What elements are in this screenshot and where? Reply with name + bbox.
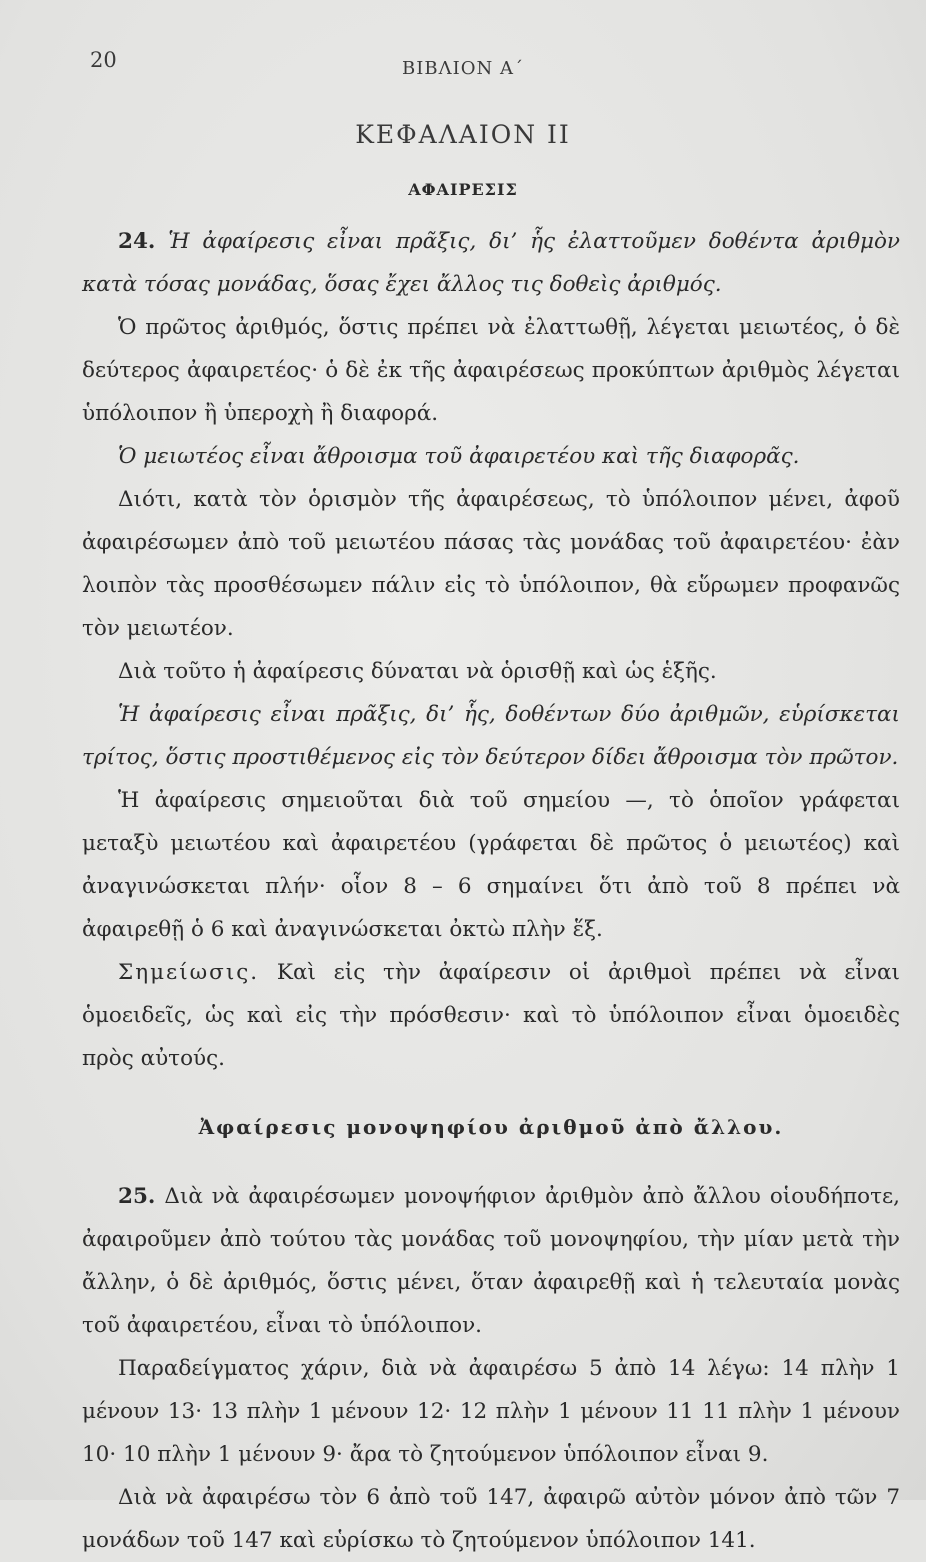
paragraph-note [82,951,900,1080]
paragraph-example-2: Διὰ νὰ ἀφαιρέσω τὸν 6 ἀπὸ τοῦ 147, ἀφαιρῶ αὐτὸν μόνον ἀπὸ τῶν 7 μονάδων τοῦ 147 καὶ εὑρίσκω τὸ ζητούμενον ὑπόλοιπον 141. [82,1485,900,1553]
page-body [82,220,900,1562]
paragraph-notation: Ἡ ἀφαίρεσις σημειοῦται διὰ τοῦ σημείου —, τὸ ὁποῖον γράφεται μεταξὺ μειωτέου καὶ ἀφαιρετέου (γράφεται δὲ πρῶτος ὁ μειωτέος) καὶ ἀναγινώσκεται πλήν· οἷον 8 – 6 σημαίνει ὅτι ἀπὸ τοῦ 8 πρέπει νὰ ἀφαιρεθῇ ὁ 6 καὶ ἀναγινώσκεται ὀκτὼ πλὴν ἕξ. [82,788,900,942]
section-title: ΑΦΑΙΡΕΣΙΣ [408,180,518,199]
paragraph-number: 24. [118,229,156,254]
note-text: Καὶ εἰς τὴν ἀφαίρεσιν οἱ ἀριθμοὶ πρέπει νὰ εἶναι ὁμοειδεῖς, ὡς καὶ εἰς τὴν πρόσθεσιν· καὶ τὸ ὑπόλοιπον εἶναι ὁμοειδὲς πρὸς αὐτούς. [82,960,900,1071]
paragraph-rule: Ὁ μειωτέος εἶναι ἄθροισμα τοῦ ἀφαιρετέου καὶ τῆς διαφορᾶς. [118,444,800,469]
paragraph-25 [82,1175,900,1347]
paragraph-example-1: Παραδείγματος χάριν, διὰ νὰ ἀφαιρέσω 5 ἀπὸ 14 λέγω: 14 πλὴν 1 μένουν 13· 13 πλὴν 1 μένουν 12· 12 πλὴν 1 μένουν 11 11 πλὴν 1 μένουν 10· 10 πλὴν 1 μένουν 9· ἄρα τὸ ζητούμενον ὑπόλοιπον εἶναι 9. [82,1356,900,1467]
definition-text: Ἡ ἀφαίρεσις εἶναι πρᾶξις, δι’ ἧς ἐλαττοῦμεν δοθέντα ἀριθμὸν κατὰ τόσας μονάδας, ὅσας ἔχει ἄλλος τις δοθεὶς ἀριθμός. [82,229,900,297]
note-label: Σημείωσις. [118,960,260,985]
paragraph-alt-definition: Ἡ ἀφαίρεσις εἶναι πρᾶξις, δι’ ἧς, δοθέντων δύο ἀριθμῶν, εὑρίσκεται τρίτος, ὅστις προστιθέμενος εἰς τὸν δεύτερον δίδει ἄθροισμα τὸν πρῶτον. [82,702,900,770]
subsection-title: Ἀφαίρεσις μονοψηφίου ἀριθμοῦ ἀπὸ ἄλλου. [198,1115,784,1139]
chapter-title: ΚΕΦΑΛΑΙΟΝ ΙΙ [355,120,571,149]
paragraph-24-definition [82,220,900,306]
running-head: ΒΙΒΛΙΟΝ Α΄ [402,58,524,79]
paragraph-terms: Ὁ πρῶτος ἀριθμός, ὅστις πρέπει νὰ ἐλαττωθῇ, λέγεται μειωτέος, ὁ δὲ δεύτερος ἀφαιρετέος· ὁ δὲ ἐκ τῆς ἀφαιρέσεως προκύπτων ἀριθμὸς λέγεται ὑπόλοιπον ἢ ὑπεροχὴ ἢ διαφορά. [82,315,900,426]
paragraph-25-text: Διὰ νὰ ἀφαιρέσωμεν μονοψήφιον ἀριθμὸν ἀπὸ ἄλλου οἱουδήποτε, ἀφαιροῦμεν ἀπὸ τούτου τὰς μονάδας τοῦ μονοψηφίου, τὴν μίαν μετὰ τὴν ἄλλην, ὁ δὲ ἀριθμός, ὅστις μένει, ὅταν ἀφαιρεθῇ καὶ ἡ τελευταία μονὰς τοῦ ἀφαιρετέου, εἶναι τὸ ὑπόλοιπον. [82,1184,900,1338]
paragraph-number: 25. [118,1184,156,1209]
paragraph-therefore: Διὰ τοῦτο ἡ ἀφαίρεσις δύναται νὰ ὁρισθῇ καὶ ὡς ἑξῆς. [118,659,717,684]
page-number: 20 [90,48,117,72]
paragraph-reason: Διότι, κατὰ τὸν ὁρισμὸν τῆς ἀφαιρέσεως, τὸ ὑπόλοιπον μένει, ἀφοῦ ἀφαιρέσωμεν ἀπὸ τοῦ μειωτέου πάσας τὰς μονάδας τοῦ ἀφαιρετέου· ἐὰν λοιπὸν τὰς προσθέσωμεν πάλιν εἰς τὸ ὑπόλοιπον, θὰ εὕρωμεν προφανῶς τὸν μειωτέον. [82,487,900,641]
